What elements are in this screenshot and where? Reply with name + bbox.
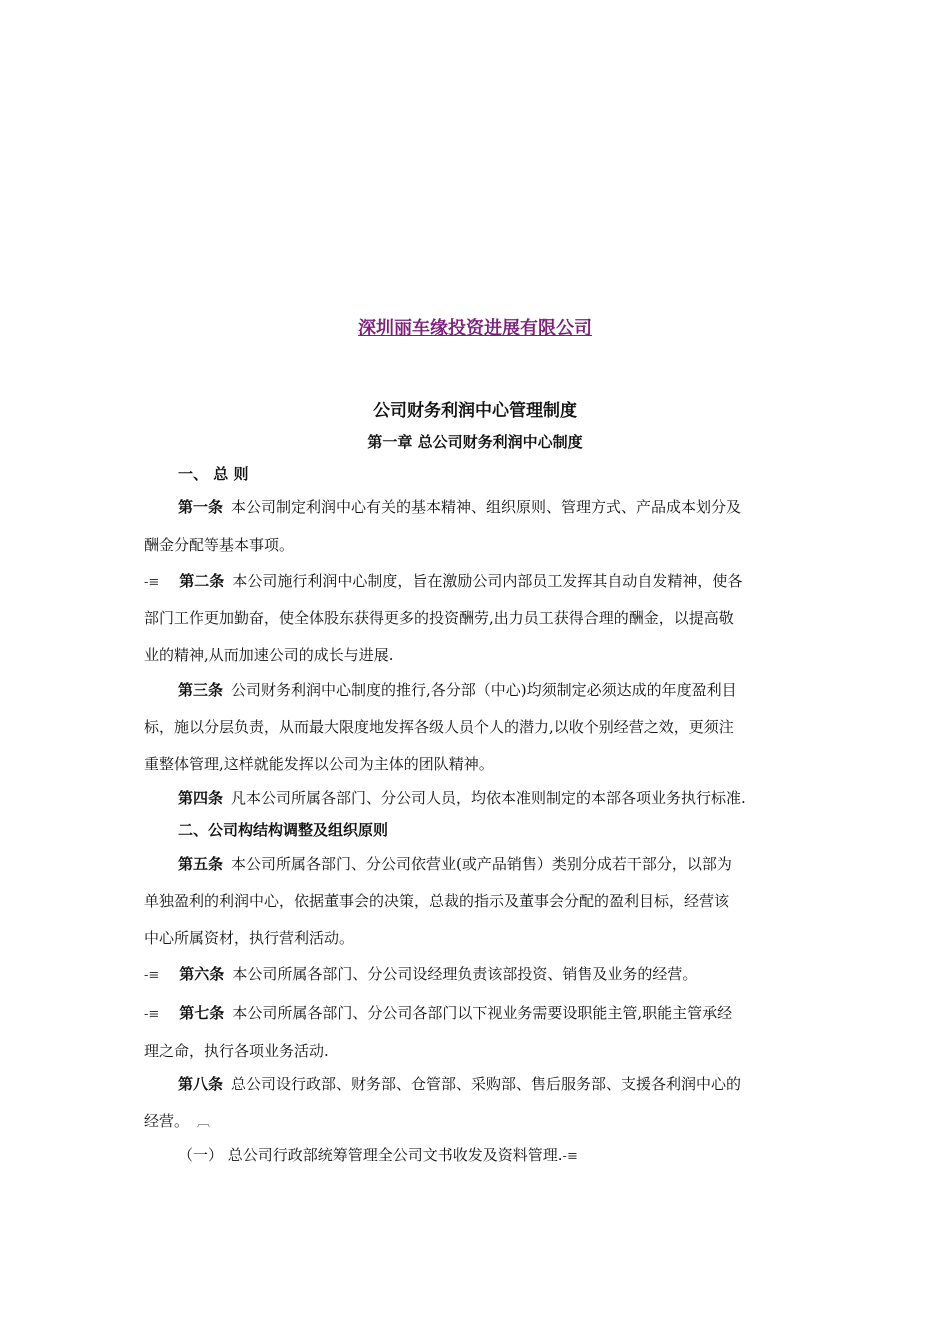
article-2-line-3: 业的精神,从而加速公司的成长与进展. (144, 646, 394, 664)
article-5-line-1 (178, 854, 732, 874)
format-mark: -≡ (144, 575, 160, 590)
item-1-line (178, 1145, 578, 1167)
article-4-label: 第四条 (178, 789, 224, 807)
section-heading-general: 一、 总 则 (178, 465, 249, 483)
company-name: 深圳丽车缘投资进展有限公司 (358, 318, 592, 339)
article-1-line-2: 酬金分配等基本事项。 (144, 536, 295, 554)
format-mark: -≡ (144, 1007, 160, 1022)
article-8-text-2: 经营。 (144, 1112, 190, 1130)
article-7-label: 第七条 (179, 1004, 225, 1022)
article-8-line-1 (178, 1074, 741, 1094)
article-7-line-1 (144, 1003, 732, 1025)
format-mark: ︹ (197, 1115, 211, 1130)
article-8-label: 第八条 (178, 1075, 224, 1093)
item-1-text: （一） 总公司行政部统筹管理全公司文书收发及资料管理. (178, 1146, 563, 1164)
article-1-text: 本公司制定利润中心有关的基本精神、组织原则、管理方式、产品成本划分及 (231, 498, 742, 516)
article-8-line-2 (144, 1111, 210, 1133)
article-2-label: 第二条 (179, 572, 225, 590)
article-4-line-1 (178, 788, 746, 808)
section-heading-structure: 二、公司构结构调整及组织原则 (178, 821, 389, 839)
article-3-text: 公司财务利润中心制度的推行,各分部（中心)均须制定必须达成的年度盈利目 (231, 681, 737, 699)
article-3-line-2: 标，施以分层负责，从而最大限度地发挥各级人员个人的潜力,以收个别经营之效，更须注 (144, 718, 734, 736)
article-5-label: 第五条 (178, 855, 224, 873)
article-1-line-1 (178, 497, 741, 517)
format-mark: -≡ (562, 1149, 578, 1164)
article-5-line-3: 中心所属资材，执行营利活动。 (144, 929, 355, 947)
article-3-label: 第三条 (178, 681, 224, 699)
document-title: 公司财务利润中心管理制度 (373, 401, 577, 421)
article-6-label: 第六条 (179, 965, 225, 983)
chapter-title: 第一章 总公司财务利润中心制度 (367, 433, 583, 451)
article-2-line-2: 部门工作更加勤奋，使全体股东获得更多的投资酬劳,出力员工获得合理的酬金，以提高敬 (144, 609, 734, 627)
article-5-line-2: 单独盈利的利润中心，依据董事会的决策，总裁的指示及董事会分配的盈利目标，经营该 (144, 892, 730, 910)
article-3-line-1 (178, 680, 737, 700)
article-2-line-1 (144, 571, 742, 593)
article-8-text: 总公司设行政部、财务部、仓管部、采购部、售后服务部、支援各利润中心的 (231, 1075, 742, 1093)
format-mark: -≡ (144, 968, 160, 983)
article-2-text: 本公司施行利润中心制度，旨在激励公司内部员工发挥其自动自发精神，使各 (232, 572, 743, 590)
article-3-line-3: 重整体管理,这样就能发挥以公司为主体的团队精神。 (144, 755, 494, 773)
article-7-text: 本公司所属各部门、分公司各部门以下视业务需要设职能主管,职能主管承经 (232, 1004, 733, 1022)
article-4-text: 凡本公司所属各部门、分公司人员，均依本准则制定的本部各项业务执行标准. (231, 789, 746, 807)
article-7-line-2: 理之命，执行各项业务活动. (144, 1042, 329, 1060)
article-6-text: 本公司所属各部门、分公司设经理负责该部投资、销售及业务的经营。 (232, 965, 698, 983)
article-1-label: 第一条 (178, 498, 224, 516)
article-5-text: 本公司所属各部门、分公司依营业(或产品销售）类别分成若干部分，以部为 (231, 855, 732, 873)
article-6-line-1 (144, 964, 697, 986)
